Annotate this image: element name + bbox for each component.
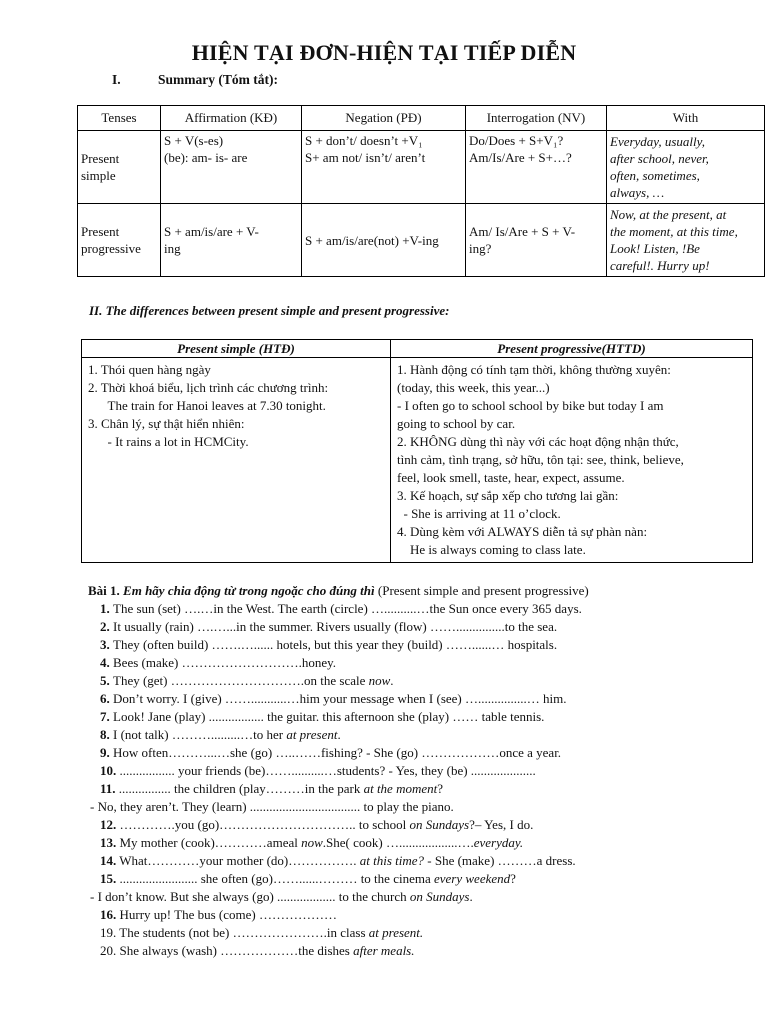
with-line: the moment, at this time,	[610, 224, 738, 239]
exercise-item-text: ?– Yes, I do.	[469, 817, 534, 832]
exercise-item-number: 15.	[100, 871, 117, 886]
exercise-item-text: How often………...…she (go) …..……fishing? - She (go) ………………once a year.	[109, 745, 562, 760]
usage-line: 2. KHÔNG dùng thì này với các hoạt động nhận thức,	[397, 434, 679, 449]
header-present-simple: Present simple (HTĐ)	[82, 340, 391, 358]
exercise-item-text: now	[368, 673, 391, 688]
usage-line: He is always coming to class late.	[397, 542, 586, 557]
exercise-note: (Present simple and present progressive)	[377, 583, 589, 598]
exercise-item-number: 11.	[100, 781, 116, 796]
interrogation-line: Do/Does + S+V₁?	[469, 133, 564, 148]
with-line: often, sometimes,	[610, 168, 700, 183]
exercise-item-text: after meals.	[353, 943, 415, 958]
cell-negation	[302, 204, 466, 277]
exercise-item-text: I (not talk) ……….........…to her	[113, 727, 287, 742]
exercise-item-text: She always (wash) ………………the dishes	[116, 943, 354, 958]
exercise-item	[88, 762, 758, 780]
exercise-item	[88, 834, 758, 852]
with-line: always, …	[610, 185, 665, 200]
exercise-item-text: They (often build) …….…...... hotels, but this year they (build) ……......… hospitals.	[113, 637, 558, 652]
exercise-item-number: 20.	[100, 943, 117, 958]
exercise-item	[88, 816, 758, 834]
exercise-item-number: 6.	[100, 691, 110, 706]
header-negation: Negation (PĐ)	[302, 106, 466, 131]
exercise-item-text: .	[469, 889, 473, 904]
usage-line: tình cảm, tình trạng, sở hữu, tôn tại: see, think, believe,	[397, 452, 684, 467]
affirmation-line: (be): am- is- are	[164, 150, 248, 165]
exercise-item-text: Look! Jane (play) ................. the guitar. this afternoon she (play) …… table tennis.	[113, 709, 545, 724]
section-1-label: Summary (Tóm tắt):	[158, 72, 278, 87]
usage-line: The train for Hanoi leaves at 7.30 tonight.	[88, 398, 326, 413]
exercise-item-text: at the moment	[363, 781, 438, 796]
exercise-item-text: ........................ she often (go)……......……… to the cinema	[116, 871, 434, 886]
usage-line: 1. Thói quen hàng ngày	[88, 362, 211, 377]
with-line: Now, at the present, at	[610, 207, 727, 222]
exercise-item-text: everyday.	[473, 835, 524, 850]
cell-affirmation	[161, 131, 302, 204]
usage-line: - It rains a lot in HCMCity.	[88, 434, 249, 449]
exercise-item-text: - I don’t know. But she always (go) .................. to the church	[90, 889, 410, 904]
cell-with	[607, 204, 765, 277]
exercise-item-number: 4.	[100, 655, 113, 670]
affirmation-line: ing	[164, 241, 181, 256]
exercise-item-number: 7.	[100, 709, 113, 724]
negation-line: S+ am not/ isn’t/ aren’t	[305, 150, 426, 165]
exercise-item-text: ?	[510, 871, 516, 886]
exercise-item	[88, 906, 758, 924]
usage-line: - I often go to school school by bike but today I am	[397, 398, 664, 413]
exercise-item-text: on Sundays	[409, 817, 470, 832]
tense-line: progressive	[81, 241, 141, 256]
exercise-item-text: The students (not be) ………………….in class	[116, 925, 369, 940]
exercise-item-text: at present	[286, 727, 338, 742]
exercise-item	[88, 924, 758, 942]
cell-tense	[78, 131, 161, 204]
exercise-item-number: 1.	[100, 601, 113, 616]
exercise-item	[88, 942, 758, 960]
exercise-item	[88, 690, 758, 708]
tense-line: simple	[81, 168, 116, 183]
header-interrogation: Interrogation (NV)	[466, 106, 607, 131]
with-line: Everyday, usually,	[610, 134, 705, 149]
exercise-1	[88, 582, 758, 960]
interrogation-line: Am/ Is/Are + S + V-	[469, 224, 576, 239]
usage-line: 3. Chân lý, sự thật hiển nhiên:	[88, 416, 245, 431]
exercise-item-text: now	[301, 835, 323, 850]
exercise-item-text: Bees (make) ……………………….honey.	[113, 655, 337, 670]
usage-line: 3. Kế hoạch, sự sắp xếp cho tương lai gần:	[397, 488, 619, 503]
exercise-item-text: What…………your mother (do)…………….	[116, 853, 360, 868]
exercise-item-text: They (get) ………………………….on the scale	[113, 673, 369, 688]
summary-table	[77, 105, 765, 277]
header-affirmation: Affirmation (KĐ)	[161, 106, 302, 131]
usage-line: 1. Hành động có tính tạm thời, không thường xuyên:	[397, 362, 671, 377]
usage-line: 2. Thời khoá biểu, lịch trình các chương trình:	[88, 380, 329, 395]
affirmation-line: S + V(s-es)	[164, 133, 224, 148]
exercise-item-number: 13.	[100, 835, 117, 850]
exercise-item-text: Hurry up! The bus (come) ………………	[116, 907, 337, 922]
exercise-item-number: 16.	[100, 907, 117, 922]
exercise-item	[88, 798, 758, 816]
with-line: Look! Listen, !Be	[610, 241, 700, 256]
exercise-item-number: 8.	[100, 727, 113, 742]
cell-tense	[78, 204, 161, 277]
affirmation-line: S + am/is/are + V-	[164, 224, 259, 239]
exercise-item-text: ………….you (go)………………………….. to school	[119, 817, 410, 832]
exercise-item-number: 14.	[100, 853, 117, 868]
section-1-number: I.	[112, 72, 121, 87]
exercise-item	[88, 726, 758, 744]
exercise-item-text: My mother (cook)…………ameal	[116, 835, 302, 850]
exercise-item	[88, 870, 758, 888]
exercise-item	[88, 636, 758, 654]
exercise-item-text: on Sundays	[409, 889, 470, 904]
exercise-heading	[88, 582, 758, 600]
exercise-item	[88, 852, 758, 870]
exercise-item	[88, 672, 758, 690]
usage-line: going to school by car.	[397, 416, 516, 431]
exercise-item-text: ................ the children (play………in the park	[115, 781, 364, 796]
exercise-item-text: - She (make) ………a dress.	[424, 853, 576, 868]
summary-row-present-simple	[78, 131, 765, 204]
exercise-item-number: 9.	[100, 745, 110, 760]
negation-line: S + don’t/ doesn’t +V₁	[305, 133, 423, 148]
cell-interrogation	[466, 131, 607, 204]
exercise-item-text: .She( cook) …..................….	[322, 835, 474, 850]
interrogation-line: Am/Is/Are + S+…?	[469, 150, 572, 165]
present-simple-uses	[82, 358, 391, 563]
exercise-item-text: It usually (rain) ….…...in the summer. Rivers usually (flow) ……...............to the sea.	[109, 619, 558, 634]
cell-with	[607, 131, 765, 204]
summary-row-present-progressive	[78, 204, 765, 277]
exercise-item-text: at this time?	[359, 853, 425, 868]
exercise-item-text: .	[390, 673, 394, 688]
usage-line: - She is arriving at 11 o’clock.	[397, 506, 561, 521]
differences-header-row	[82, 340, 753, 358]
cell-negation	[302, 131, 466, 204]
exercise-item	[88, 618, 758, 636]
exercise-item	[88, 744, 758, 762]
exercise-item-text: The sun (set) ….…in the West. The earth (circle) …..........…the Sun once every 365 days.	[113, 601, 582, 616]
exercise-item-number: 3.	[100, 637, 113, 652]
present-progressive-uses	[391, 358, 753, 563]
usage-line: (today, this week, this year...)	[397, 380, 550, 395]
tense-line: Present	[81, 224, 120, 239]
exercise-item-text: ................. your friends (be)……..........…students? - Yes, they (be) ....................	[116, 763, 536, 778]
interrogation-line: ing?	[469, 241, 492, 256]
exercise-instruction: Em hãy chia động từ trong ngoặc cho đúng thì	[123, 583, 375, 598]
with-line: careful!. Hurry up!	[610, 258, 710, 273]
exercise-item-number: 19.	[100, 925, 117, 940]
section-1-heading	[112, 72, 278, 88]
cell-affirmation	[161, 204, 302, 277]
usage-line: feel, look smell, taste, hear, expect, assume.	[397, 470, 625, 485]
exercise-item	[88, 654, 758, 672]
exercise-label: Bài 1.	[88, 583, 120, 598]
section-2-heading: II. The differences between present simple and present progressive:	[89, 303, 450, 318]
exercise-item-number: 10.	[100, 763, 117, 778]
exercise-item-number: 2.	[100, 619, 110, 634]
exercise-item	[88, 600, 758, 618]
exercise-item-text: - No, they aren’t. They (learn) .................................. to play the piano.	[90, 799, 454, 814]
exercise-item-number: 12.	[100, 817, 120, 832]
exercise-item	[88, 780, 758, 798]
negation-line: S + am/is/are(not) +V-ing	[305, 232, 439, 248]
summary-header-row	[78, 106, 765, 131]
with-line: after school, never,	[610, 151, 709, 166]
header-with: With	[607, 106, 765, 131]
header-tenses: Tenses	[78, 106, 161, 131]
exercise-item-text: ?	[437, 781, 444, 796]
exercise-item	[88, 708, 758, 726]
header-present-progressive: Present progressive(HTTD)	[391, 340, 753, 358]
differences-body-row	[82, 358, 753, 563]
cell-interrogation	[466, 204, 607, 277]
exercise-item-text: Don’t worry. I (give) ……...........…him your message when I (see) …...............… him.	[109, 691, 567, 706]
exercise-item-text: at present.	[368, 925, 424, 940]
usage-line: 4. Dùng kèm với ALWAYS diễn tả sự phàn nàn:	[397, 524, 648, 539]
exercise-item-text: every weekend	[433, 871, 511, 886]
differences-table	[81, 339, 753, 563]
page-title: HIỆN TẠI ĐƠN-HIỆN TẠI TIẾP DIỄN	[191, 40, 577, 65]
exercise-item-number: 5.	[100, 673, 113, 688]
exercise-item	[88, 888, 758, 906]
tense-line: Present	[81, 151, 120, 166]
exercise-item-text: .	[337, 727, 341, 742]
